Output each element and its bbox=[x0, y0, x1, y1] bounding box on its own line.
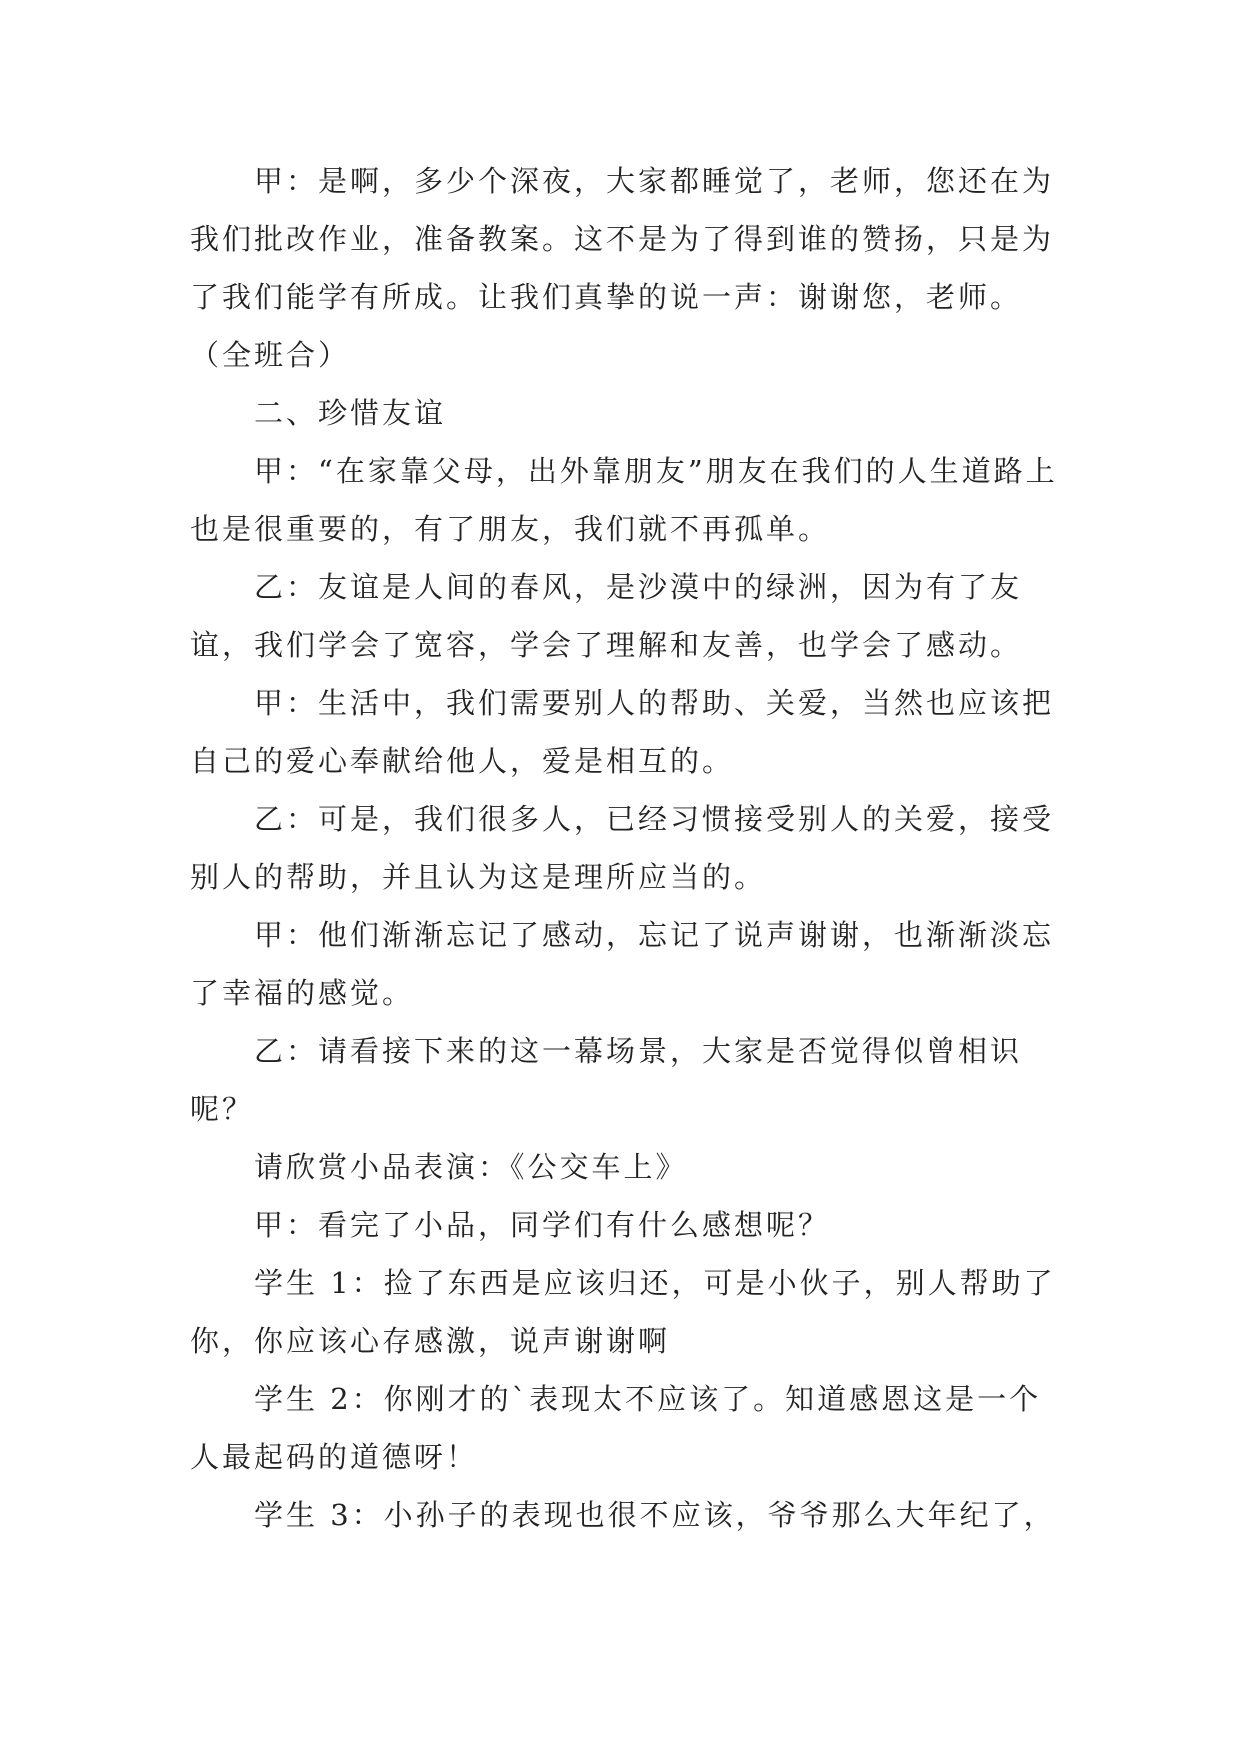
paragraph: 学生 1：捡了东西是应该归还，可是小伙子，别人帮助了你，你应该心存感激，说声谢谢啊 bbox=[190, 1266, 1056, 1358]
paragraph: 乙：请看接下来的这一幕场景，大家是否觉得似曾相识呢？ bbox=[190, 1034, 1023, 1126]
paragraph: 甲：是啊，多少个深夜，大家都睡觉了，老师，您还在为我们批改作业，准备教案。这不是为了得到谁的赞扬，只是为了我们能学有所成。让我们真挚的说一声：谢谢您，老师。（全班合） bbox=[190, 164, 1055, 372]
document-body bbox=[190, 152, 1070, 1544]
paragraph: 甲：“在家靠父母，出外靠朋友”朋友在我们的人生道路上也是很重要的，有了朋友，我们就不再孤单。 bbox=[190, 454, 1058, 546]
paragraph: 乙：可是，我们很多人，已经习惯接受别人的关爱，接受别人的帮助，并且认为这是理所应当的。 bbox=[190, 802, 1055, 894]
paragraph: 学生 2：你刚才的`表现太不应该了。知道感恩这是一个人最起码的道德呀！ bbox=[190, 1382, 1042, 1474]
paragraph: 甲：他们渐渐忘记了感动，忘记了说声谢谢，也渐渐淡忘了幸福的感觉。 bbox=[190, 918, 1055, 1010]
paragraph: 甲：生活中，我们需要别人的帮助、关爱，当然也应该把自己的爱心奉献给他人，爱是相互的。 bbox=[190, 686, 1055, 778]
paragraph: 乙：友谊是人间的春风，是沙漠中的绿洲，因为有了友谊，我们学会了宽容，学会了理解和友善，也学会了感动。 bbox=[190, 570, 1023, 662]
section-heading: 二、珍惜友谊 bbox=[254, 396, 447, 430]
paragraph: 请欣赏小品表演：《公交车上》 bbox=[254, 1150, 688, 1184]
paragraph: 学生 3：小孙子的表现也很不应该，爷爷那么大年纪了， bbox=[254, 1498, 1056, 1532]
paragraph: 甲：看完了小品，同学们有什么感想呢？ bbox=[254, 1208, 831, 1242]
